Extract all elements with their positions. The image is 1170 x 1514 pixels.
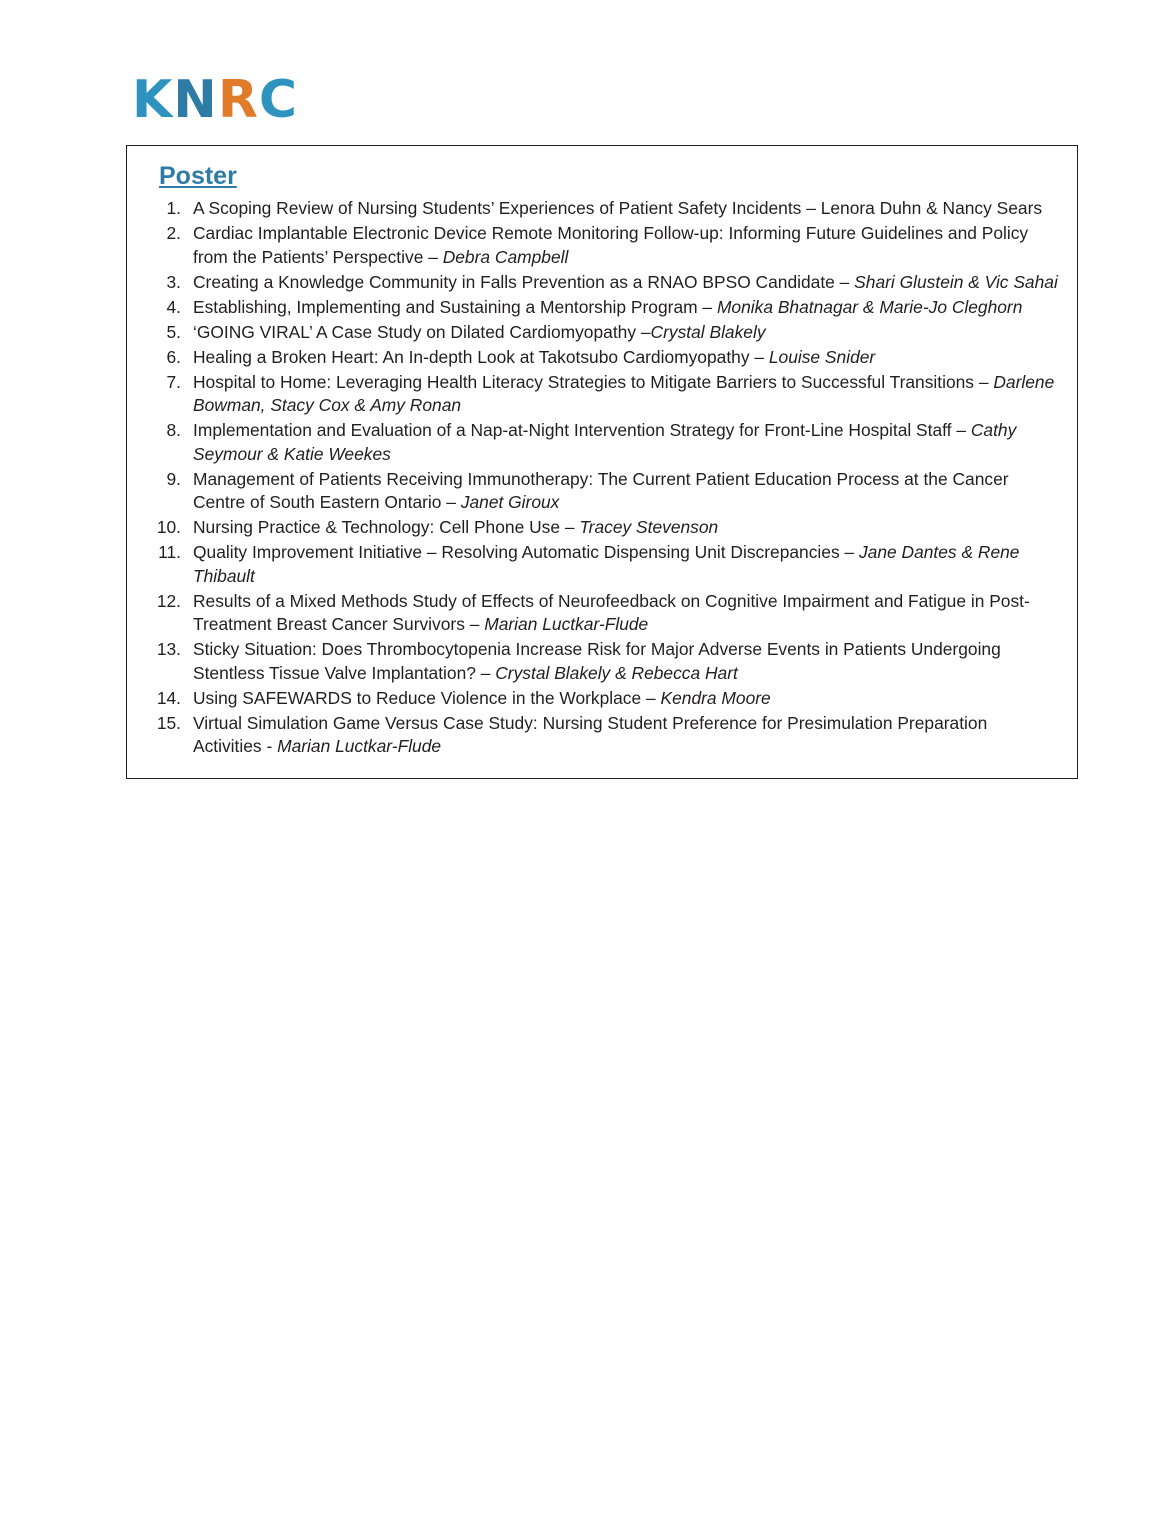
list-item-number: 4. — [166, 296, 181, 317]
list-item-authors: Shari Glustein & Vic Sahai — [854, 271, 1058, 292]
list-item-number: 9. — [166, 468, 181, 489]
logo-letter-c: C — [258, 70, 299, 130]
list-item-title: Hospital to Home: Leveraging Health Literacy Strategies to Mitigate Barriers to Successful Transitions – — [193, 371, 994, 392]
list-item-title: Quality Improvement Initiative – Resolving Automatic Dispensing Unit Discrepancies – — [193, 542, 859, 562]
list-item-authors: Janet Giroux — [460, 492, 560, 512]
list-item-title: Creating a Knowledge Community in Falls Prevention as a RNAO BPSO Candidate – — [193, 271, 855, 292]
poster-list — [145, 197, 1059, 759]
logo-letter-n: N — [173, 70, 218, 130]
list-item-authors: Debra Campbell — [442, 246, 569, 267]
list-item-authors: Marian Luctkar-Flude — [277, 736, 442, 756]
list-item — [145, 346, 1059, 370]
list-item — [145, 712, 1059, 759]
list-item-number: 6. — [166, 346, 181, 367]
list-item-authors: Crystal Blakely — [650, 321, 766, 342]
list-item — [145, 638, 1059, 685]
list-item-number: 8. — [166, 420, 181, 440]
list-item-number: 13. — [156, 639, 181, 659]
list-item-number: 1. — [166, 198, 181, 218]
list-item-title: Management of Patients Receiving Immunotherapy: The Current Patient Education Process at the Cancer Centre of South Eastern Ontario – — [193, 468, 1009, 512]
list-item — [145, 468, 1059, 515]
list-item-number: 11. — [158, 542, 181, 562]
list-item-title: Nursing Practice & Technology: Cell Phone Use – — [193, 517, 580, 537]
list-item-number: 12. — [156, 590, 181, 611]
list-item-authors: Jane Dantes & Rene Thibault — [193, 542, 1020, 586]
list-item-title: Virtual Simulation Game Versus Case Study: Nursing Student Preference for Presimulation Preparation Activities - — [193, 712, 988, 756]
list-item-number: 2. — [166, 223, 181, 243]
list-item-authors: Monika Bhatnagar & Marie-Jo Cleghorn — [716, 296, 1023, 317]
poster-list-box — [126, 145, 1078, 779]
list-item — [145, 271, 1059, 295]
list-item-title: Healing a Broken Heart: An In-depth Look at Takotsubo Cardiomyopathy – — [193, 346, 769, 367]
list-item-title: Results of a Mixed Methods Study of Effects of Neurofeedback on Cognitive Impairment and Fatigue in Post-Treatment Breast Cancer Survivors – — [193, 590, 1030, 634]
list-item-title: Sticky Situation: Does Thrombocytopenia Increase Risk for Major Adverse Events in Patients Undergoing Stentless Tissue Valve Implantation? – — [193, 639, 1001, 683]
list-item-authors: Crystal Blakely & Rebecca Hart — [495, 662, 738, 683]
list-item-authors: Darlene Bowman, Stacy Cox & Amy Ronan — [193, 371, 1055, 415]
list-item — [145, 197, 1059, 221]
list-item-title: Implementation and Evaluation of a Nap-at-Night Intervention Strategy for Front-Line Hospital Staff – — [193, 420, 971, 440]
section-title: Poster — [159, 162, 237, 190]
list-item-number: 7. — [166, 371, 181, 392]
list-item-title: Using SAFEWARDS to Reduce Violence in the Workplace – — [193, 687, 661, 708]
list-item — [145, 419, 1059, 466]
list-item-authors: Marian Luctkar-Flude — [484, 614, 649, 634]
list-item-number: 5. — [166, 321, 181, 342]
list-item-authors: Louise Snider — [768, 346, 876, 367]
list-item — [145, 371, 1059, 418]
list-item — [145, 222, 1059, 269]
list-item-number: 14. — [156, 687, 181, 708]
list-item-title: A Scoping Review of Nursing Students’ Experiences of Patient Safety Incidents – — [193, 198, 821, 218]
list-item — [145, 687, 1059, 711]
list-item — [145, 321, 1059, 345]
list-item-number: 10. — [156, 517, 181, 537]
list-item-authors: Cathy Seymour & Katie Weekes — [193, 420, 1017, 464]
list-item-number: 3. — [166, 271, 181, 292]
list-item-authors: Kendra Moore — [660, 687, 771, 708]
list-item — [145, 296, 1059, 320]
list-item-title: Cardiac Implantable Electronic Device Remote Monitoring Follow-up: Informing Future Guidelines and Policy from the Patients’ Perspective – — [193, 223, 1029, 267]
logo-letter-k: K — [132, 70, 174, 130]
list-item — [145, 590, 1059, 637]
list-item-title: Establishing, Implementing and Sustaining a Mentorship Program – — [193, 296, 717, 317]
knrc-logo — [132, 70, 299, 130]
list-item — [145, 541, 1059, 588]
list-item — [145, 516, 1059, 540]
list-item-authors: Tracey Stevenson — [579, 517, 719, 537]
list-item-authors: Lenora Duhn & Nancy Sears — [820, 198, 1043, 218]
list-item-number: 15. — [156, 712, 181, 733]
logo-letter-r: R — [217, 70, 259, 130]
list-item-title: ‘GOING VIRAL’ A Case Study on Dilated Cardiomyopathy – — [193, 321, 651, 342]
